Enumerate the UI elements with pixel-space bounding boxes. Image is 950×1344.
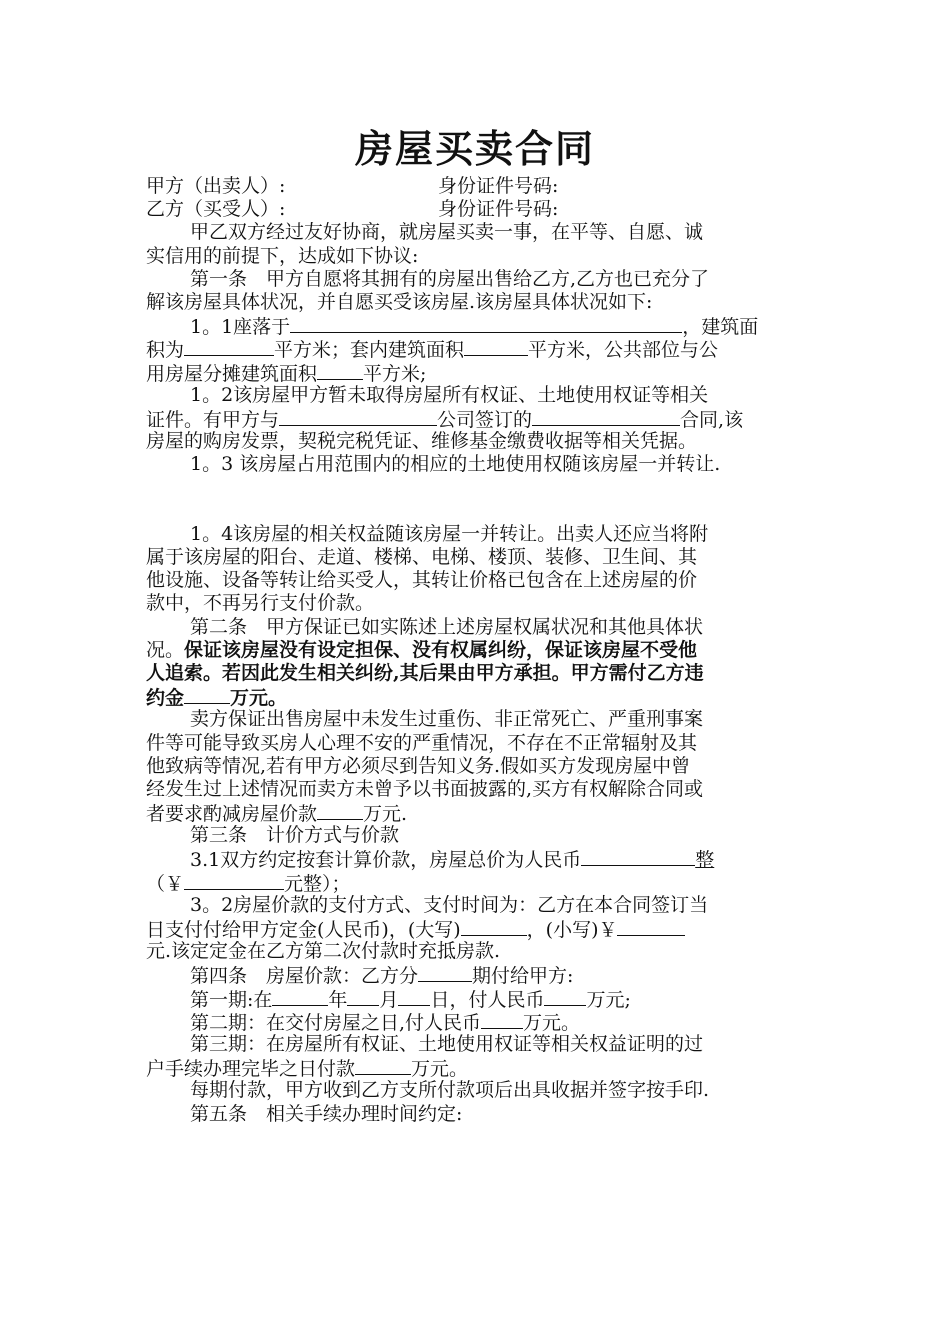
clause-text: （￥	[146, 872, 185, 895]
bold-clause-text: 保证该房屋没有设定担保、没有权属纠纷，保证该房屋不受他	[184, 638, 698, 661]
clause-text: 整	[695, 849, 715, 872]
party-b-label: 乙方（买受人）:	[146, 198, 286, 221]
amount-blank	[544, 987, 586, 1006]
shared-area-blank	[317, 361, 363, 380]
article-2-para-line: 件等可能导致买房人心理不安的严重情况，不存在不正常辐射及其	[146, 731, 698, 754]
party-b-id-label: 身份证件号码:	[438, 198, 559, 221]
clause-1-4-line: 款中，不再另行支付价款。	[146, 592, 375, 615]
clause-3-2-line: 3。2房屋价款的支付方式、支付时间为：乙方在本合同签订当	[190, 893, 709, 916]
amount-blank	[481, 1010, 523, 1029]
clause-text: 第四条 房屋价款：乙方分	[190, 965, 419, 988]
party-b-line	[146, 198, 806, 221]
clause-1-4-line: 属于该房屋的阳台、走道、楼梯、电梯、楼顶、装修、卫生间、其	[146, 546, 698, 569]
article-3-title: 第三条 计价方式与价款	[190, 824, 400, 847]
installment-2-line	[146, 1010, 806, 1033]
clause-3-2-line	[146, 917, 806, 940]
article-2-para-line: 卖方保证出售房屋中未发生过重伤、非正常死亡、严重刑事案	[190, 708, 704, 731]
amount-blank	[355, 1056, 411, 1075]
article-2-para-line: 他致病等情况,若有甲方必须尽到告知义务.假如买方发现房屋中曾	[146, 754, 691, 777]
party-blank	[279, 407, 437, 426]
clause-text: 3.1双方约定按套计算价款，房屋总价为人民币	[190, 849, 582, 872]
clause-1-1-line	[146, 337, 806, 360]
clause-text: 况。	[146, 638, 185, 661]
article-2-line: 人追索。若因此发生相关纠纷,其后果由甲方承担。甲方需付乙方违	[146, 661, 704, 684]
reduction-blank	[317, 801, 363, 820]
installment-3-line	[146, 1056, 806, 1079]
price-number-blank	[184, 871, 284, 890]
clause-text: 者要求酌减房屋价款	[146, 803, 318, 826]
clause-1-1-line	[146, 314, 806, 337]
clause-text: 第二期：在交付房屋之日,付人民币	[190, 1011, 482, 1034]
clause-text: 元整）；	[284, 872, 351, 895]
bold-clause-text: 约金	[146, 687, 185, 710]
article-4-title	[146, 963, 806, 986]
article-2-para-line: 经发生过上述情况而卖方未曾予以书面披露的,买方有权解除合同或	[146, 777, 704, 800]
bold-clause-text: 万元。	[230, 687, 288, 710]
clause-text: 平方米；套内建筑面积	[274, 339, 465, 362]
clause-text: 积为	[146, 339, 185, 362]
clause-text: ，(小写)￥	[526, 919, 618, 942]
preamble-line: 甲乙双方经过友好协商，就房屋买卖一事，在平等、自愿、诚	[190, 221, 704, 244]
clause-1-2-line: 房屋的购房发票，契税完税凭证、维修基金缴费收据等相关凭据。	[146, 430, 698, 453]
contract-blank	[532, 407, 680, 426]
clause-text: 户手续办理完毕之日付款	[146, 1058, 356, 1081]
clause-1-4-line: 1。4该房屋的相关权益随该房屋一并转让。出卖人还应当将附	[190, 522, 709, 545]
clause-3-2-line: 元.该定定金在乙方第二次付款时充抵房款.	[146, 940, 501, 963]
clause-text: 期付给甲方:	[472, 965, 574, 988]
deposit-words-blank	[461, 917, 527, 936]
clause-text: 公司签订的	[437, 408, 533, 431]
clause-3-1-line	[146, 871, 806, 894]
article-1-line: 解该房屋具体状况，并自愿买受该房屋.该房屋具体状况如下:	[146, 290, 653, 313]
each-payment-line: 每期付款，甲方收到乙方支所付款项后出具收据并签字按手印.	[190, 1079, 710, 1102]
clause-text: 万元。	[411, 1058, 469, 1081]
page-title: 房屋买卖合同	[354, 126, 595, 171]
inner-area-blank	[464, 337, 528, 356]
clause-text: 证件。有甲方与	[146, 408, 280, 431]
installment-3-line: 第三期：在房屋所有权证、土地使用权证等相关权益证明的过	[190, 1032, 704, 1055]
clause-text: 第一期:在	[190, 988, 273, 1011]
clause-text: 用房屋分摊建筑面积	[146, 362, 318, 385]
clause-text: 日，付人民币	[430, 988, 545, 1011]
article-2-line	[146, 685, 806, 708]
clause-text: 月	[379, 988, 399, 1011]
article-2-para-line	[146, 801, 806, 824]
article-2-line: 第二条 甲方保证已如实陈述上述房屋权属状况和其他具体状	[190, 615, 704, 638]
penalty-blank	[184, 685, 230, 704]
clause-1-3-line: 1。3 该房屋占用范围内的相应的土地使用权随该房屋一并转让.	[190, 453, 721, 476]
total-price-blank	[581, 847, 695, 866]
party-a-line	[146, 175, 806, 198]
installment-1-line	[146, 987, 806, 1010]
clause-1-4-line: 他设施、设备等转让给买受人，其转让价格已包含在上述房屋的价	[146, 569, 698, 592]
clause-text: 1。1座落于	[190, 316, 291, 339]
party-a-label: 甲方（出卖人）:	[146, 175, 286, 197]
location-blank	[290, 314, 682, 333]
party-a-id-label: 身份证件号码:	[438, 175, 559, 197]
article-1-line: 第一条 甲方自愿将其拥有的房屋出售给乙方,乙方也已充分了	[190, 267, 710, 290]
article-2-line	[146, 639, 806, 662]
contract-body	[146, 175, 806, 1126]
deposit-number-blank	[617, 917, 685, 936]
clause-3-1-line	[146, 847, 806, 870]
clause-text: 万元。	[523, 1011, 581, 1034]
clause-text: 万元.	[363, 803, 408, 826]
clause-text: 日支付付给甲方定金(人民币)，(大写)	[146, 919, 461, 942]
clause-text: ，建筑面	[682, 316, 759, 339]
month-blank	[347, 987, 379, 1006]
installments-blank	[418, 963, 472, 982]
day-blank	[398, 987, 430, 1006]
spacer	[146, 476, 806, 522]
clause-text: 平方米;	[363, 362, 427, 385]
area-blank	[184, 337, 274, 356]
preamble-line: 实信用的前提下，达成如下协议:	[146, 244, 419, 267]
clause-text: 年	[328, 988, 348, 1011]
clause-text: 合同,该	[680, 408, 744, 431]
clause-text: 万元;	[586, 988, 631, 1011]
clause-1-2-line	[146, 407, 806, 430]
article-5-title: 第五条 相关手续办理时间约定:	[190, 1102, 463, 1125]
clause-1-1-line	[146, 361, 806, 384]
year-blank	[272, 987, 328, 1006]
clause-1-2-line: 1。2该房屋甲方暂未取得房屋所有权证、土地使用权证等相关	[190, 383, 709, 406]
clause-text: 平方米，公共部位与公	[528, 339, 719, 362]
